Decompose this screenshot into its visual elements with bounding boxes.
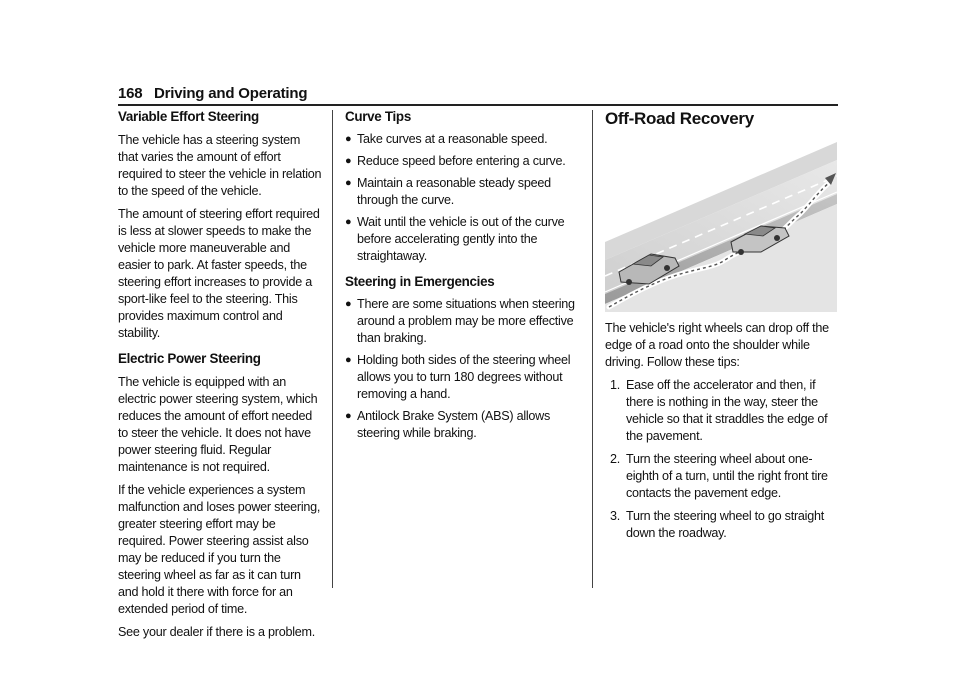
bullet-icon: ●	[345, 133, 352, 145]
step-number: 1.	[610, 378, 621, 392]
column-divider	[592, 110, 593, 588]
list-item: ● Maintain a reasonable steady speed through the curve.	[345, 176, 551, 207]
heading-variable-effort-steering: Variable Effort Steering	[118, 109, 259, 124]
list-item: ● Reduce speed before entering a curve.	[345, 154, 566, 168]
column-left	[118, 108, 323, 641]
list-item: 2. Turn the steering wheel about one-eighth of a turn, until the right front tire contacts the pavement edge.	[610, 452, 828, 500]
column-divider	[332, 110, 333, 588]
column-middle	[345, 108, 580, 442]
paragraph: The vehicle has a steering system that varies the amount of effort required to steer the vehicle in relation to the speed of the vehicle.	[118, 133, 322, 198]
page-number: 168	[118, 85, 143, 102]
bullet-icon: ●	[345, 410, 352, 422]
heading-electric-power-steering: Electric Power Steering	[118, 351, 261, 366]
step-number: 3.	[610, 509, 621, 523]
list-item: ● Holding both sides of the steering wheel allows you to turn 180 degrees without removing a hand.	[345, 353, 571, 401]
emergency-tips-list	[345, 296, 580, 442]
list-item: ● Wait until the vehicle is out of the curve before accelerating gently into the straightaway.	[345, 215, 565, 263]
road-illustration	[605, 142, 837, 312]
list-item: ● Antilock Brake System (ABS) allows steering while braking.	[345, 409, 551, 440]
heading-curve-tips: Curve Tips	[345, 109, 411, 124]
bullet-icon: ●	[345, 354, 352, 366]
bullet-icon: ●	[345, 177, 352, 189]
step-number: 2.	[610, 452, 621, 466]
heading-steering-in-emergencies: Steering in Emergencies	[345, 274, 495, 289]
paragraph-intro: The vehicle's right wheels can drop off the edge of a road onto the shoulder while driving. Follow these tips:	[605, 321, 829, 369]
section-title: Driving and Operating	[154, 85, 308, 102]
paragraph: See your dealer if there is a problem.	[118, 625, 316, 639]
heading-off-road-recovery: Off-Road Recovery	[605, 109, 754, 128]
list-item: 1. Ease off the accelerator and then, if there is nothing in the way, steer the vehicle so that it straddles the edge of the pavement.	[610, 378, 828, 443]
paragraph: The amount of steering effort required is less at slower speeds to make the vehicle more maneuverable and easier to park. At faster speeds, the steering effort increases to provide a sport-like feel to the steering. This provides maximum control and stability.	[118, 207, 320, 340]
list-item: ● There are some situations when steering around a problem may be more effective than braking.	[345, 297, 575, 345]
list-item: 3. Turn the steering wheel to go straight down the roadway.	[610, 509, 824, 540]
recovery-steps-list	[605, 377, 840, 542]
paragraph: If the vehicle experiences a system malfunction and loses power steering, greater steering effort may be required. Power steering assist also may be reduced if you turn the steering wheel as far as it can turn and hold it there with force for an extended period of time.	[118, 483, 321, 616]
paragraph: The vehicle is equipped with an electric power steering system, which reduces the amount of effort needed to steer the vehicle. It does not have power steering fluid. Regular maintenance is not required.	[118, 375, 318, 474]
bullet-icon: ●	[345, 155, 352, 167]
off-road-recovery-illustration	[605, 142, 837, 312]
bullet-icon: ●	[345, 216, 352, 228]
bullet-icon: ●	[345, 298, 352, 310]
column-right	[605, 108, 840, 542]
curve-tips-list	[345, 131, 580, 265]
page-header	[118, 84, 838, 106]
list-item: ● Take curves at a reasonable speed.	[345, 132, 548, 146]
